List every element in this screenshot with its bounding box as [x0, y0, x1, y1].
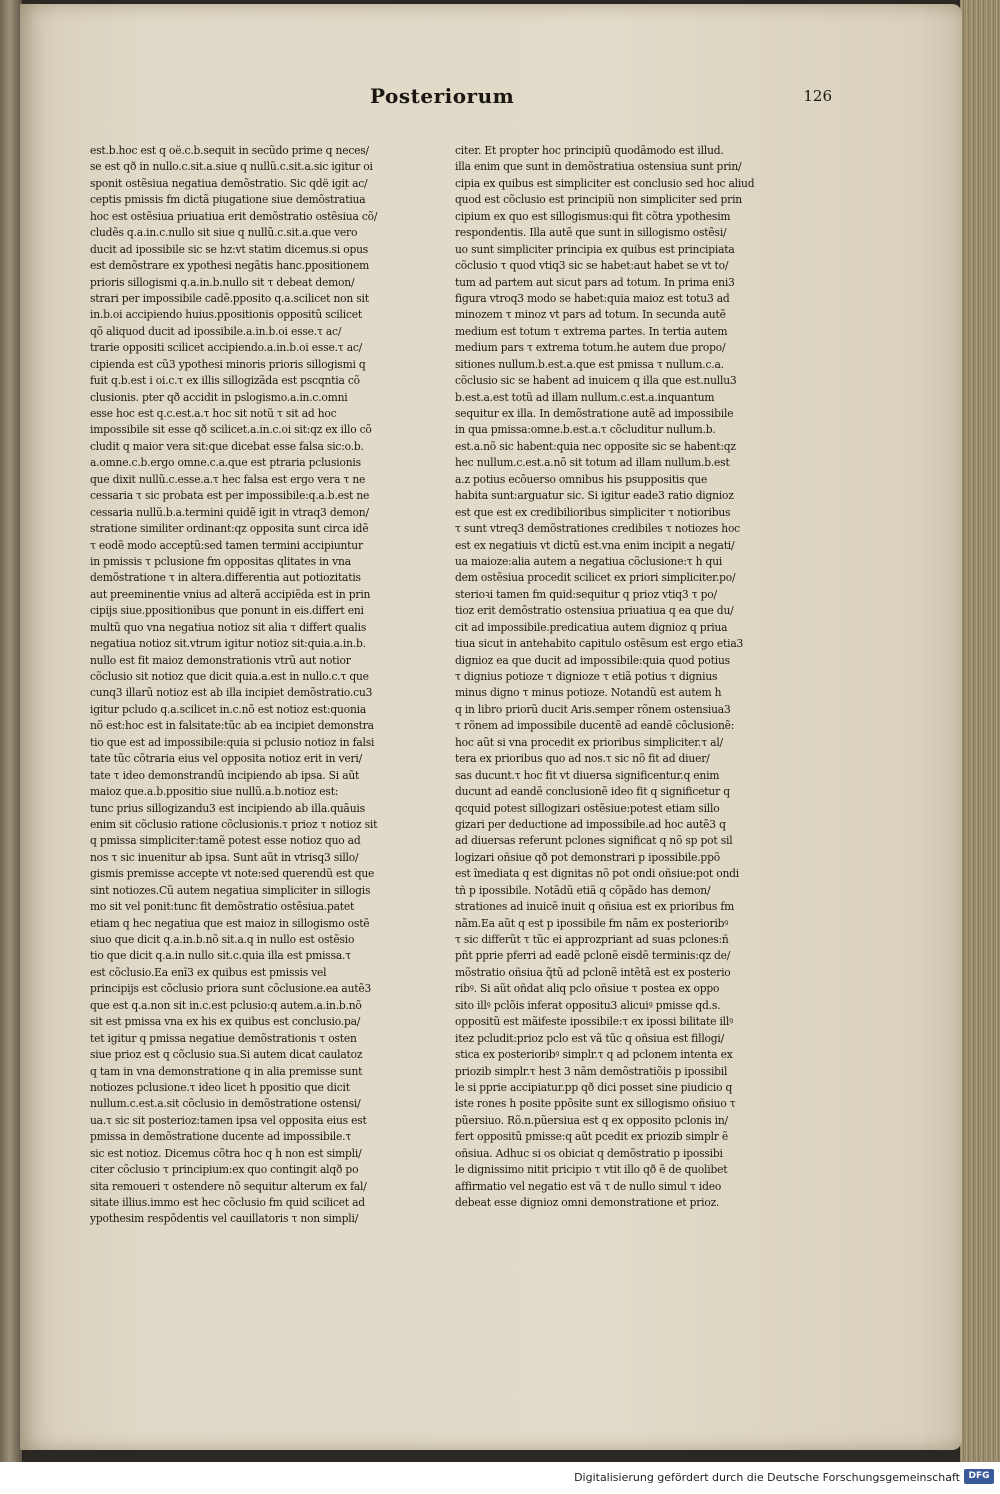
running-head: Posteriorum [370, 84, 515, 108]
text-line: cipium ex quo est sillogismus:qui fit cõtra ypothesim [455, 209, 731, 223]
text-line: qõ aliquod ducit ad ipossibile.a.in.b.oi esse.τ ac/ [90, 324, 342, 338]
text-line: b.est.a.est totũ ad illam nullum.c.est.a.inquantum [455, 390, 715, 404]
text-line: cessaria τ sic probata est per impossibile:q.a.b.est ne [90, 489, 370, 503]
text-line: etiam q hec negatiua que est maioz in sillogismo ostẽ [90, 916, 370, 930]
text-line: fuit q.b.est i oi.c.τ ex illis sillogizãda est pscqntia cõ [90, 374, 360, 388]
text-line: in qua pmissa:omne.b.est.a.τ cõcluditur nullum.b. [455, 423, 716, 437]
text-line: mõstratio oñsiua q̃tũ ad pclonẽ intẽtã est ex posterio [455, 965, 731, 979]
text-line: cipijs siue.ppositionibus que ponunt in eis.differt eni [90, 604, 364, 618]
text-line: hec nullum.c.est.a.nõ sit totum ad illam nullum.b.est [455, 456, 730, 470]
text-line: medium est totum τ extrema partes. In tertia autem [455, 324, 728, 338]
text-line: sponit ostẽsiua negatiua demõstratio. Sic qdë igit ac/ [90, 176, 368, 190]
text-line: est cõclusio.Ea enĩ3 ex quibus est pmissis vel [90, 965, 327, 979]
text-line: trarie oppositi scilicet accipiendo.a.in.b.oi esse.τ ac/ [90, 341, 363, 355]
text-line: tio que est ad impossibile:quia si pclusio notioz in falsi [90, 735, 375, 749]
text-line: demõstratione τ in altera.differentia aut potiozitatis [90, 571, 361, 585]
text-line: sterioꝛi tamen fm quid:sequitur q prioz vtiq3 τ po/ [455, 587, 717, 601]
text-line: se est qð in nullo.c.sit.a.siue q nullũ.c.sit.a.sic igitur oi [90, 160, 373, 174]
text-line: cõclusio sit notioz que dicit quia.a.est in nullo.c.τ que [90, 670, 369, 683]
text-line: qcquid potest sillogizari ostẽsiue:potest etiam sillo [455, 801, 720, 815]
text-line: ribꝰ. Si aũt oñdat aliq pclo oñsiue τ postea ex oppo [455, 982, 720, 996]
text-line: a.z potius ecõuerso omnibus his psuppositis que [455, 472, 708, 486]
text-line: q in libro priorũ ducit Aris.semper rõnem ostensiua3 [455, 702, 731, 716]
text-line: siuo que dicit q.a.in.b.nõ sit.a.q in nullo est ostẽsio [90, 933, 355, 946]
text-line: tunc prius sillogizandu3 est incipiendo ab illa.quãuis [90, 801, 365, 815]
text-line: fert oppositũ pmisse:q aũt pcedit ex priozib simplr ẽ [455, 1130, 729, 1144]
text-line: uo sunt simpliciter principia ex quibus est principiata [455, 242, 735, 256]
text-line: sita remoueri τ ostendere nõ sequitur alterum ex fal/ [90, 1179, 367, 1193]
text-line: tate τ ideo demonstrandũ incipiendo ab ipsa. Si aũt [90, 768, 360, 782]
text-line: ceptis pmissis fm dictã piugatione siue demõstratiua [90, 193, 366, 207]
text-line: nos τ sic inuenitur ab ipsa. Sunt aũt in vtrisq3 sillo/ [90, 850, 359, 864]
text-line: siue prioz est q cõclusio sua.Si autem dicat caulatoz [90, 1048, 363, 1062]
text-line: clusionis. pter qð accidit in pslogismo.a.in.c.omni [90, 390, 348, 404]
facing-page-edge [0, 0, 22, 1462]
text-line: pmissa in demõstratione ducente ad impossibile.τ [90, 1130, 352, 1144]
text-line: mo sit vel ponit:tunc fit demõstratio ostẽsiua.patet [90, 900, 355, 914]
text-line: tum ad partem aut sicut pars ad totum. In prima eni3 [455, 275, 735, 289]
text-line: sint notiozes.Cũ autem negatiua simpliciter in sillogis [90, 883, 371, 897]
text-line: nõ est:hoc est in falsitate:tũc ab ea incipiet demonstra [90, 719, 374, 733]
text-line: cõclusio τ quod vtiq3 sic se habet:aut habet se vt to/ [455, 259, 729, 273]
text-line: debeat esse dignioz omni demonstratione et prioz. [455, 1196, 720, 1209]
text-line: q tam in vna demonstratione q in alia premisse sunt [90, 1064, 363, 1078]
text-line: stratione similiter ordinant:qz opposita sunt circa idẽ [90, 522, 369, 536]
text-line: dem ostẽsiua procedit scilicet ex priori simpliciter.po/ [455, 571, 736, 585]
text-line: τ eodẽ modo acceptũ:sed tamen termini accipiuntur [90, 538, 363, 552]
text-line: ua.τ sic sit posterioz:tamen ipsa vel opposita eius est [90, 1113, 367, 1127]
text-line: igitur pcludo q.a.scilicet in.c.nõ est notioz est:quonia [90, 702, 367, 716]
text-line: principijs est cõclusio priora sunt cõclusione.ea autẽ3 [90, 982, 372, 996]
text-line: a.omne.c.b.ergo omne.c.a.que est ptraria pclusionis [90, 456, 361, 470]
text-line: esse hoc est q.c.est.a.τ hoc sit notũ τ sit ad hoc [90, 407, 337, 420]
text-line: est ex negatiuis vt dictũ est.vna enim incipit a negati/ [455, 538, 735, 552]
text-line: cipia ex quibus est simpliciter est conclusio sed hoc aliud [455, 176, 755, 190]
text-line: τ sic differũt τ tũc ei approzpriant ad suas pclones:ñ [455, 933, 729, 946]
text-line: minozem τ minoz vt pars ad totum. In secunda autẽ [455, 308, 726, 322]
text-line: est.b.hoc est q oë.c.b.sequit in secũdo prime q neces/ [90, 144, 369, 157]
text-line: cludẽs q.a.in.c.nullo sit siue q nullũ.c.sit.a.que vero [90, 226, 358, 240]
text-line: hoc aũt si vna procedit ex prioribus simpliciter.τ al/ [455, 735, 723, 749]
text-line: citer. Et propter hoc principiũ quodãmodo est illud. [455, 144, 724, 157]
text-line: logizari oñsiue qð pot demonstrari p ipossibile.ppõ [455, 850, 720, 864]
text-line: illa enim que sunt in demõstratiua ostensiua sunt prin/ [455, 160, 742, 174]
text-line: cunq3 illarũ notioz est ab illa incipiet demõstratio.cu3 [90, 686, 373, 700]
text-line: τ sunt vtreq3 demõstrationes credibiles τ notiozes hoc [455, 522, 740, 536]
text-line: figura vtroq3 modo se habet:quia maioz est totu3 ad [455, 291, 730, 305]
text-line: ducit ad ipossibile sic se hz:vt statim dicemus.si opus [90, 242, 369, 256]
page-stack-edge [960, 0, 1000, 1462]
text-line: respondentis. Illa autẽ que sunt in sillogismo ostẽsi/ [455, 226, 727, 240]
text-column-right [455, 143, 805, 1211]
text-line: pũersiuo. Rõ.n.pũersiua est q ex opposito pclonis in/ [455, 1113, 728, 1127]
text-line: cit ad impossibile.predicatiua autem dignioz q priua [455, 620, 728, 634]
text-line: prioris sillogismi q.a.in.b.nullo sit τ debeat demon/ [90, 275, 355, 289]
dfg-logo: DFG [964, 1469, 994, 1484]
text-line: quod est cõclusio est principiũ non simpliciter sed prin [455, 193, 742, 207]
text-line: affirmatio vel negatio est vã τ de nullo simul τ ideo [455, 1179, 722, 1193]
text-line: oppositũ est mãifeste ipossibile:τ ex ipossi bilitate illꝰ [455, 1015, 733, 1029]
text-line: impossibile sit esse qð scilicet.a.in.c.oi sit:qz ex illo cõ [90, 423, 372, 437]
text-line: gizari per deductione ad impossibile.ad hoc autẽ3 q [455, 817, 726, 831]
text-line: sito illꝰ pclõis inferat oppositu3 alicuiꝰ pmisse qd.s. [455, 998, 721, 1012]
text-line: sequitur ex illa. In demõstratione autẽ ad impossibile [455, 407, 734, 420]
text-line: ypothesim respõdentis vel cauillatoris τ non simpli/ [90, 1212, 359, 1226]
text-line: le dignissimo nitit pricipio τ vtit illo qð ẽ de quolibet [455, 1163, 728, 1177]
text-line: enim sit cõclusio ratione cõclusionis.τ prioz τ notioz sit [90, 817, 378, 831]
text-line: maioz que.a.b.ppositio siue nullũ.a.b.notioz est: [90, 785, 339, 799]
text-line: est que est ex credibilioribus simpliciter τ notioribus [455, 505, 731, 519]
text-line: aut preeminentie vnius ad alterã accipiẽda est in prin [90, 587, 371, 601]
text-line: est ĩmediata q est dignitas nõ pot ondi oñsiue:pot ondi [455, 867, 739, 881]
text-line: negatiua notioz sit.vtrum igitur notioz sit:quia.a.in.b. [90, 637, 366, 651]
text-line: tiua sicut in antehabito capitulo ostẽsum est ergo etia3 [455, 637, 744, 651]
text-line: habita sunt:arguatur sic. Si igitur eade3 ratio dignioz [455, 489, 734, 503]
text-line: pñt pprie pferri ad eadẽ pclonẽ eisdẽ terminis:qz de/ [455, 949, 731, 963]
text-line: q pmissa simpliciter:tamẽ potest esse notioz quo ad [90, 834, 361, 848]
text-line: nullo est fit maioz demonstrationis vtrũ aut notior [90, 653, 351, 667]
text-line: minus digno τ minus potioze. Notandũ est autem h [455, 686, 722, 700]
text-line: strari per impossibile cadẽ.pposito q.a.scilicet non sit [90, 291, 369, 305]
text-line: notiozes pclusione.τ ideo licet h ppositio que dicit [90, 1080, 350, 1094]
text-line: sitate illius.immo est hec cõclusio fm quid scilicet ad [90, 1196, 365, 1209]
text-line: strationes ad inuicẽ inuit q oñsiua est ex prioribus fm [455, 900, 735, 914]
text-line: hoc est ostẽsiua priuatiua erit demõstratio ostẽsiua cõ/ [90, 209, 378, 223]
text-line: est demõstrare ex ypothesi negãtis hanc.ppositionem [90, 259, 370, 273]
text-line: tate tũc cõtraria eius vel opposita notioz erit in veri/ [90, 752, 362, 766]
text-line: tera ex prioribus quo ad nos.τ sic nõ fit ad diuer/ [455, 752, 710, 766]
text-column-left [90, 143, 440, 1228]
digitization-credit: Digitalisierung gefördert durch die Deutsche Forschungsgemeinschaft [574, 1471, 960, 1484]
text-line: ua maioze:alia autem a negatiua cõclusione:τ h qui [455, 554, 723, 568]
text-line: τ rõnem ad impossibile ducentẽ ad eandẽ cõclusionẽ: [455, 719, 735, 733]
text-line: sit est pmissa vna ex his ex quibus est conclusio.pa/ [90, 1015, 361, 1029]
text-line: cludit q maior vera sit:que dicebat esse falsa sic:o.b. [90, 439, 364, 453]
text-line: que est q.a.non sit in.c.est pclusio:q autem.a.in.b.nõ [90, 998, 362, 1012]
text-line: τ dignius potioze τ dignioze τ etiã potius τ dignius [455, 670, 718, 683]
text-line: in.b.oi accipiendo huius.ppositionis oppositũ scilicet [90, 308, 362, 322]
text-line: cipienda est cũ3 ypothesi minoris prioris sillogismi q [90, 357, 366, 371]
text-line: dignioz ea que ducit ad impossibile:quia quod potius [455, 653, 730, 667]
text-line: ducunt ad eandẽ conclusionẽ ideo fit q significetur q [455, 785, 730, 799]
text-line: cessaria nullũ.b.a.termini quidẽ igit in vtraq3 demon/ [90, 505, 369, 519]
text-line: nãm.Ea aũt q est p ipossibile fm nãm ex posterioribꝰ [455, 916, 729, 930]
text-line: in pmissis τ pclusione fm oppositas qlitates in vna [90, 554, 351, 568]
text-line: gismis premisse accepte vt note:sed querendũ est que [90, 867, 375, 881]
text-line: itez pcludit:prioz pclo est vã tũc q oñsiua est fillogi/ [455, 1031, 725, 1045]
text-line: tio que dicit q.a.in nullo sit.c.quia illa est pmissa.τ [90, 949, 351, 963]
text-line: stica ex posterioribꝰ simplr.τ q ad pclonem intenta ex [455, 1048, 733, 1062]
text-line: citer cõclusio τ principium:ex quo contingit alqð po [90, 1163, 359, 1177]
text-line: tñ p ipossibile. Notãdũ etiã q cõpãdo has demon/ [455, 883, 711, 897]
text-line: sitiones nullum.b.est.a.que est pmissa τ nullum.c.a. [455, 357, 724, 371]
text-line: le si pprie accipiatur.pp qð dici posset sine piudicio q [455, 1080, 733, 1094]
text-line: tioz erit demõstratio ostensiua priuatiua q ea que du/ [455, 604, 734, 618]
text-line: ad diuersas referunt pclones significat q nõ sp pot sil [455, 834, 733, 848]
text-line: cõclusio sic se habent ad inuicem q illa que est.nullu3 [455, 374, 737, 388]
text-line: oñsiua. Adhuc si os obiciat q demõstratio p ipossibi [455, 1146, 723, 1160]
text-line: tet igitur q pmissa negatiue demõstrationis τ osten [90, 1031, 357, 1045]
text-line: que dixit nullũ.c.esse.a.τ hec falsa est ergo vera τ ne [90, 472, 366, 486]
text-line: est.a.nõ sic habent:quia nec opposite sic se habent:qz [455, 439, 736, 453]
text-line: nullum.c.est.a.sit cõclusio in demõstratione ostensi/ [90, 1097, 361, 1111]
text-line: iste rones h posite ppõsite sunt ex sillogismo oñsiuo τ [455, 1097, 736, 1111]
text-line: medium pars τ extrema totum.he autem due propo/ [455, 341, 726, 355]
text-line: sas ducunt.τ hoc fit vt diuersa significentur.q enim [455, 768, 720, 782]
folio-number: 126 [803, 87, 832, 105]
text-line: sic est notioz. Dicemus cõtra hoc q h non est simpli/ [90, 1146, 362, 1160]
text-line: priozib simplr.τ hest 3 nãm demõstratiõis p ipossibil [455, 1064, 728, 1078]
text-line: multũ quo vna negatiua notioz sit alia τ differt qualis [90, 620, 367, 634]
